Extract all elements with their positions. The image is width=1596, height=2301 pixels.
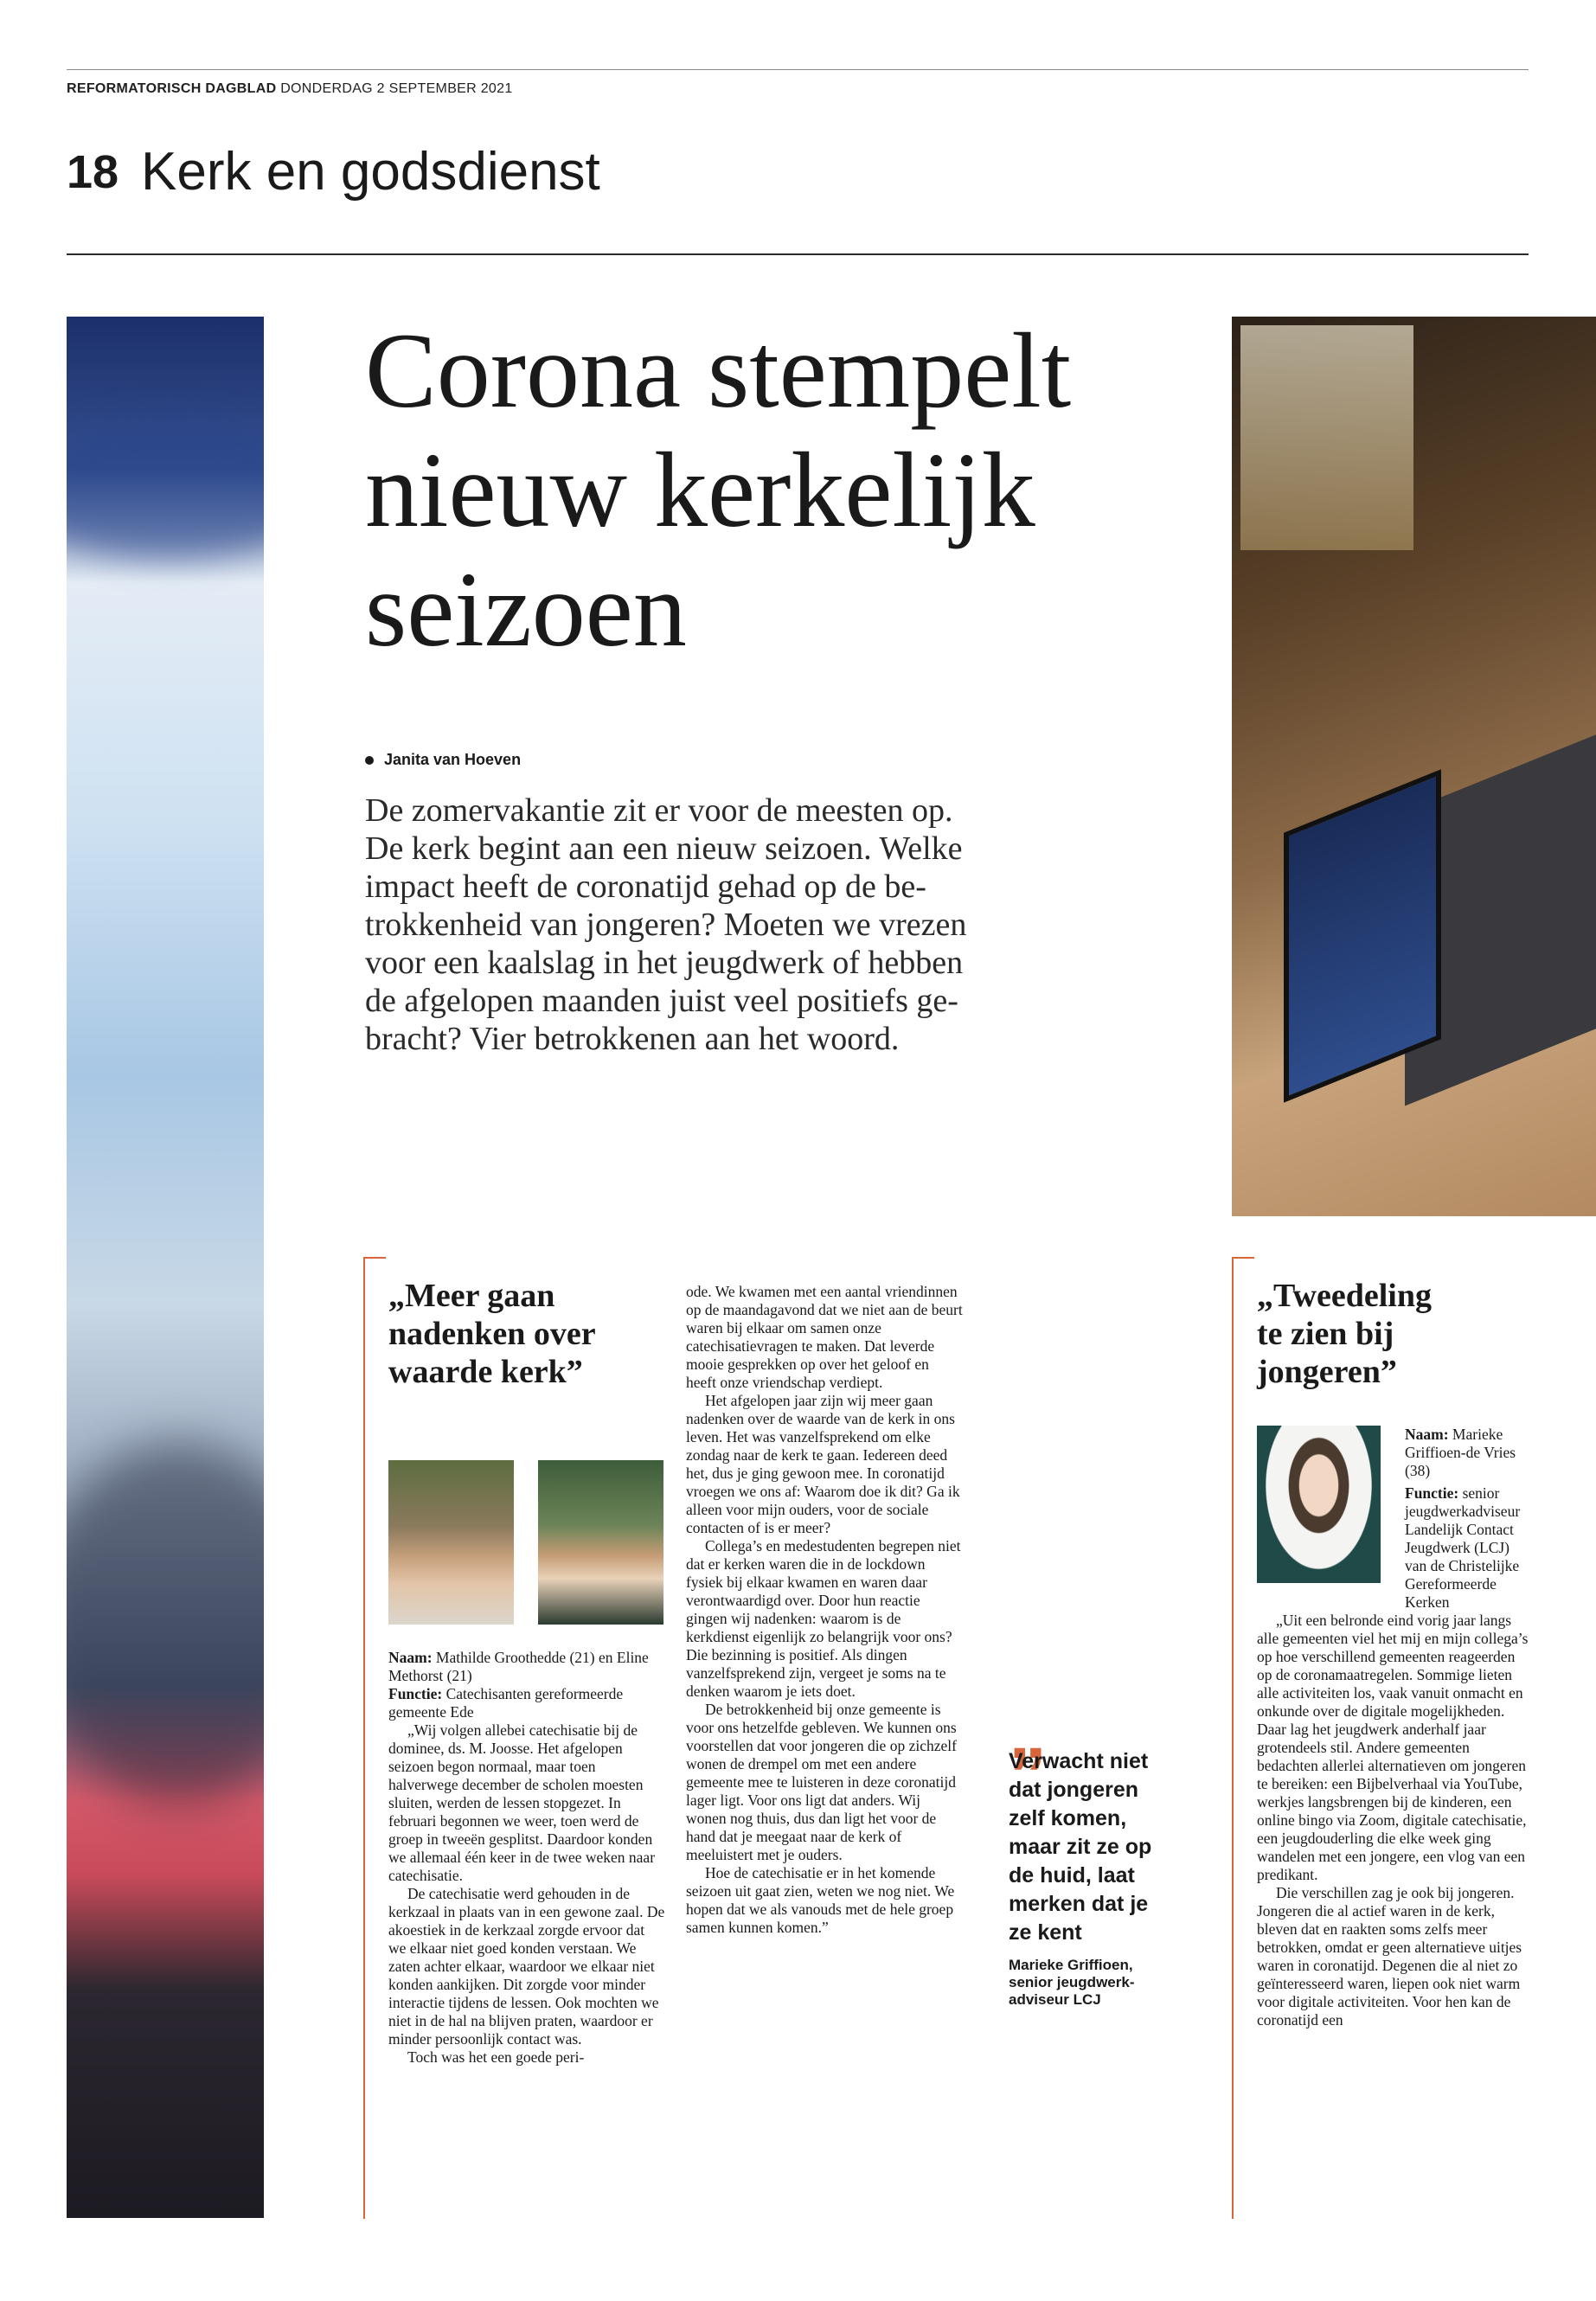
function-line [1257,1484,1534,1612]
photo-blur-top [67,420,264,559]
photo-blur-bottom [67,1441,264,1804]
pullquote-attribution: Marieke Griffioen, senior jeugdwerk-adviseur LCJ [1009,1957,1135,2008]
name-line [388,1649,665,1685]
paragraph: De betrokkenheid bij onze gemeente is voor ons hetzelfde gebleven. We kunnen ons voorstellen dat voor jongeren die op zichzelf wonen de drempel om met een andere gemeente mee te luisteren in deze coronatijd lager ligt. Voor ons ligt dat anders. Wij wonen nog thuis, dus dan ligt het voor de hand dat je meegaat naar de kerk of meeluistert met je ouders. [686,1701,957,1863]
left-story-col1 [388,1649,665,2067]
name-value: Mathilde Groothedde (21) en Eline Methorst (21) [388,1649,649,1684]
intro-line: impact heeft de coronatijd gehad op de be- [365,868,926,905]
right-story-bracket [1232,1257,1254,2219]
top-rule [67,69,1529,70]
issue-date: DONDERDAG 2 SEPTEMBER 2021 [280,81,513,96]
intro-line: voor een kaalslag in het jeugdwerk of hebben [365,945,964,981]
paragraph: Die verschillen zag je ook bij jongeren. Jongeren die al actief waren in de kerk, bleven dat en raakten soms zelfs meer betrokken, omdat er geen alternatieve uitjes waren in coronatijd. Degenen die al niet zo geïnteresseerd waren, liepen ook niet warm voor digitale activiteiten. Voor hen kan de coronatijd een [1257,1884,1522,2029]
paragraph: ode. We kwamen met een aantal vriendinnen op de maandagavond dat we niet aan de beurt waren bij elkaar om samen onze catechisatievragen te maken. Dat leverde mooie gesprekken op over het geloof en heeft onze vriendschap verdiept. [686,1283,963,1391]
function-value: Catechisanten gereformeerde gemeente Ede [388,1685,624,1721]
section-rule [67,253,1529,255]
name-value: Marieke Griffioen-de Vries (38) [1405,1426,1516,1479]
page-number: 18 [67,146,119,198]
left-story-heading [388,1277,596,1391]
intro-line: De zomervakantie zit er voor de meesten op. [365,792,953,829]
headline-line-2: nieuw kerkelijk [365,431,1035,549]
left-story-col2 [686,1283,963,1937]
paragraph: Collega’s en medestudenten begrepen niet dat er kerken waren die in de lockdown fysiek bij elkaar kwamen en waren daar verontwaardigd over. Door hun reactie gingen wij nadenken: waarom is de kerkdienst eigenlijk zo belangrijk voor ons? Die bezinning is positief. Als dingen vanzelfsprekend zijn, vergeet je soms na te denken waarom je iets doet. [686,1537,961,1700]
paragraph: Hoe de catechisatie er in het komende seizoen uit gaat zien, weten we nog niet. We hopen dat we als vanouds met de hele groep samen kunnen komen.” [686,1864,955,1936]
paragraph: Het afgelopen jaar zijn wij meer gaan nadenken over de waarde van de kerk in ons leven. Het was vanzelfsprekend om elke zondag naar de kerk te gaan. Iedereen deed het, dus je ging gewoon mee. In coronatijd vroegen we ons af: Waarom doe ik dit? Ga ik alleen voor mijn ouders, voor de sociale contacten of is er meer? [686,1392,960,1536]
intro-line: de afgelopen maanden juist veel positiefs ge- [365,983,958,1019]
right-photo [1232,317,1596,1216]
quote-mark-icon: „ [1009,1689,1047,1774]
portrait-mathilde [388,1460,514,1625]
intro-line: trokkenheid van jongeren? Moeten we vrezen [365,907,967,943]
pullquote-text: Verwacht niet dat jongeren zelf komen, maar zit ze op de huid, laat merken dat je ze kent [1009,1749,1152,1945]
function-label: Functie: [1405,1484,1459,1502]
window-light [1240,325,1413,550]
masthead [67,81,513,97]
byline-dot-icon [365,756,374,765]
headline-line-3: seizoen [365,550,687,669]
heading-line: „Tweedeling [1257,1278,1432,1314]
headline [365,311,1195,670]
name-label: Naam: [1405,1426,1449,1443]
paragraph: De catechisatie werd gehouden in de kerkzaal in plaats van in een gewone zaal. De akoestiek in de kerkzaal zorgde ervoor dat we elkaar niet goed konden verstaan. We zaten achter elkaar, waardoor we elkaar niet konden aankijken. Dit zorgde voor minder interactie tijdens de lessen. Ook mochten we niet in de hal na blijven praten, waardoor er minder persoonlijk contact was. [388,1885,665,2048]
paragraph: Toch was het een goede peri- [407,2048,585,2066]
paragraph: „Wij volgen allebei catechisatie bij de dominee, ds. M. Joosse. Het afgelopen seizoen begon normaal, maar toen halverwege december de scholen moesten sluiten, werden de lessen stopgezet. In februari begonnen we weer, toen werd de groep in tweeën gesplitst. Daardoor konden we allemaal één keer in de twee weken naar catechisatie. [388,1721,656,1884]
portrait-eline [538,1460,663,1625]
right-story-body [1257,1484,1534,2029]
name-line [1405,1426,1535,1480]
left-story-bracket [363,1257,386,2219]
byline [365,751,521,769]
left-photo [67,317,264,2218]
heading-line: nadenken over [388,1316,596,1352]
author-name: Janita van Hoeven [384,751,522,768]
heading-line: „Meer gaan [388,1278,555,1314]
name-label: Naam: [388,1649,433,1666]
intro-line: De kerk begint aan een nieuw seizoen. Welke [365,830,963,867]
function-label: Functie: [388,1685,443,1702]
right-story-info [1405,1426,1535,1480]
intro-line: bracht? Vier betrokkenen aan het woord. [365,1021,900,1057]
paragraph: „Uit een belronde eind vorig jaar langs alle gemeenten viel het mij en mijn collega’s op hoe verschillend gemeenten reageerden op de coronamaatregelen. Sommige lieten alle activiteiten los, vaak vanuit onmacht en onkunde over de digitale mogelijkheden. Daar lag het jeugdwerk anderhalf jaar grotendeels stil. Andere gemeenten bedachten allerlei alternatieven om jongeren te bereiken: een Bijbelverhaal via YouTube, werkjes langsbrengen bij de kinderen, een online bingo via Zoom, digitale catechisatie, een jeugdouderling die elke week ging wandelen met een jongere, een vlog van een predikant. [1257,1612,1529,1883]
heading-line: jongeren” [1257,1354,1397,1390]
headline-line-1: Corona stempelt [365,311,1072,430]
section-title: Kerk en godsdienst [141,142,600,202]
paper-name: REFORMATORISCH DAGBLAD [67,81,277,96]
right-story-heading [1257,1277,1432,1391]
function-line [388,1685,665,1721]
heading-line: te zien bij [1257,1316,1394,1352]
heading-line: waarde kerk” [388,1354,583,1390]
intro [365,792,1083,1058]
function-value: senior jeugdwerkadviseur Landelijk Contact Jeugdwerk (LCJ) van de Christelijke Gereformeerde Kerken [1405,1484,1521,1611]
